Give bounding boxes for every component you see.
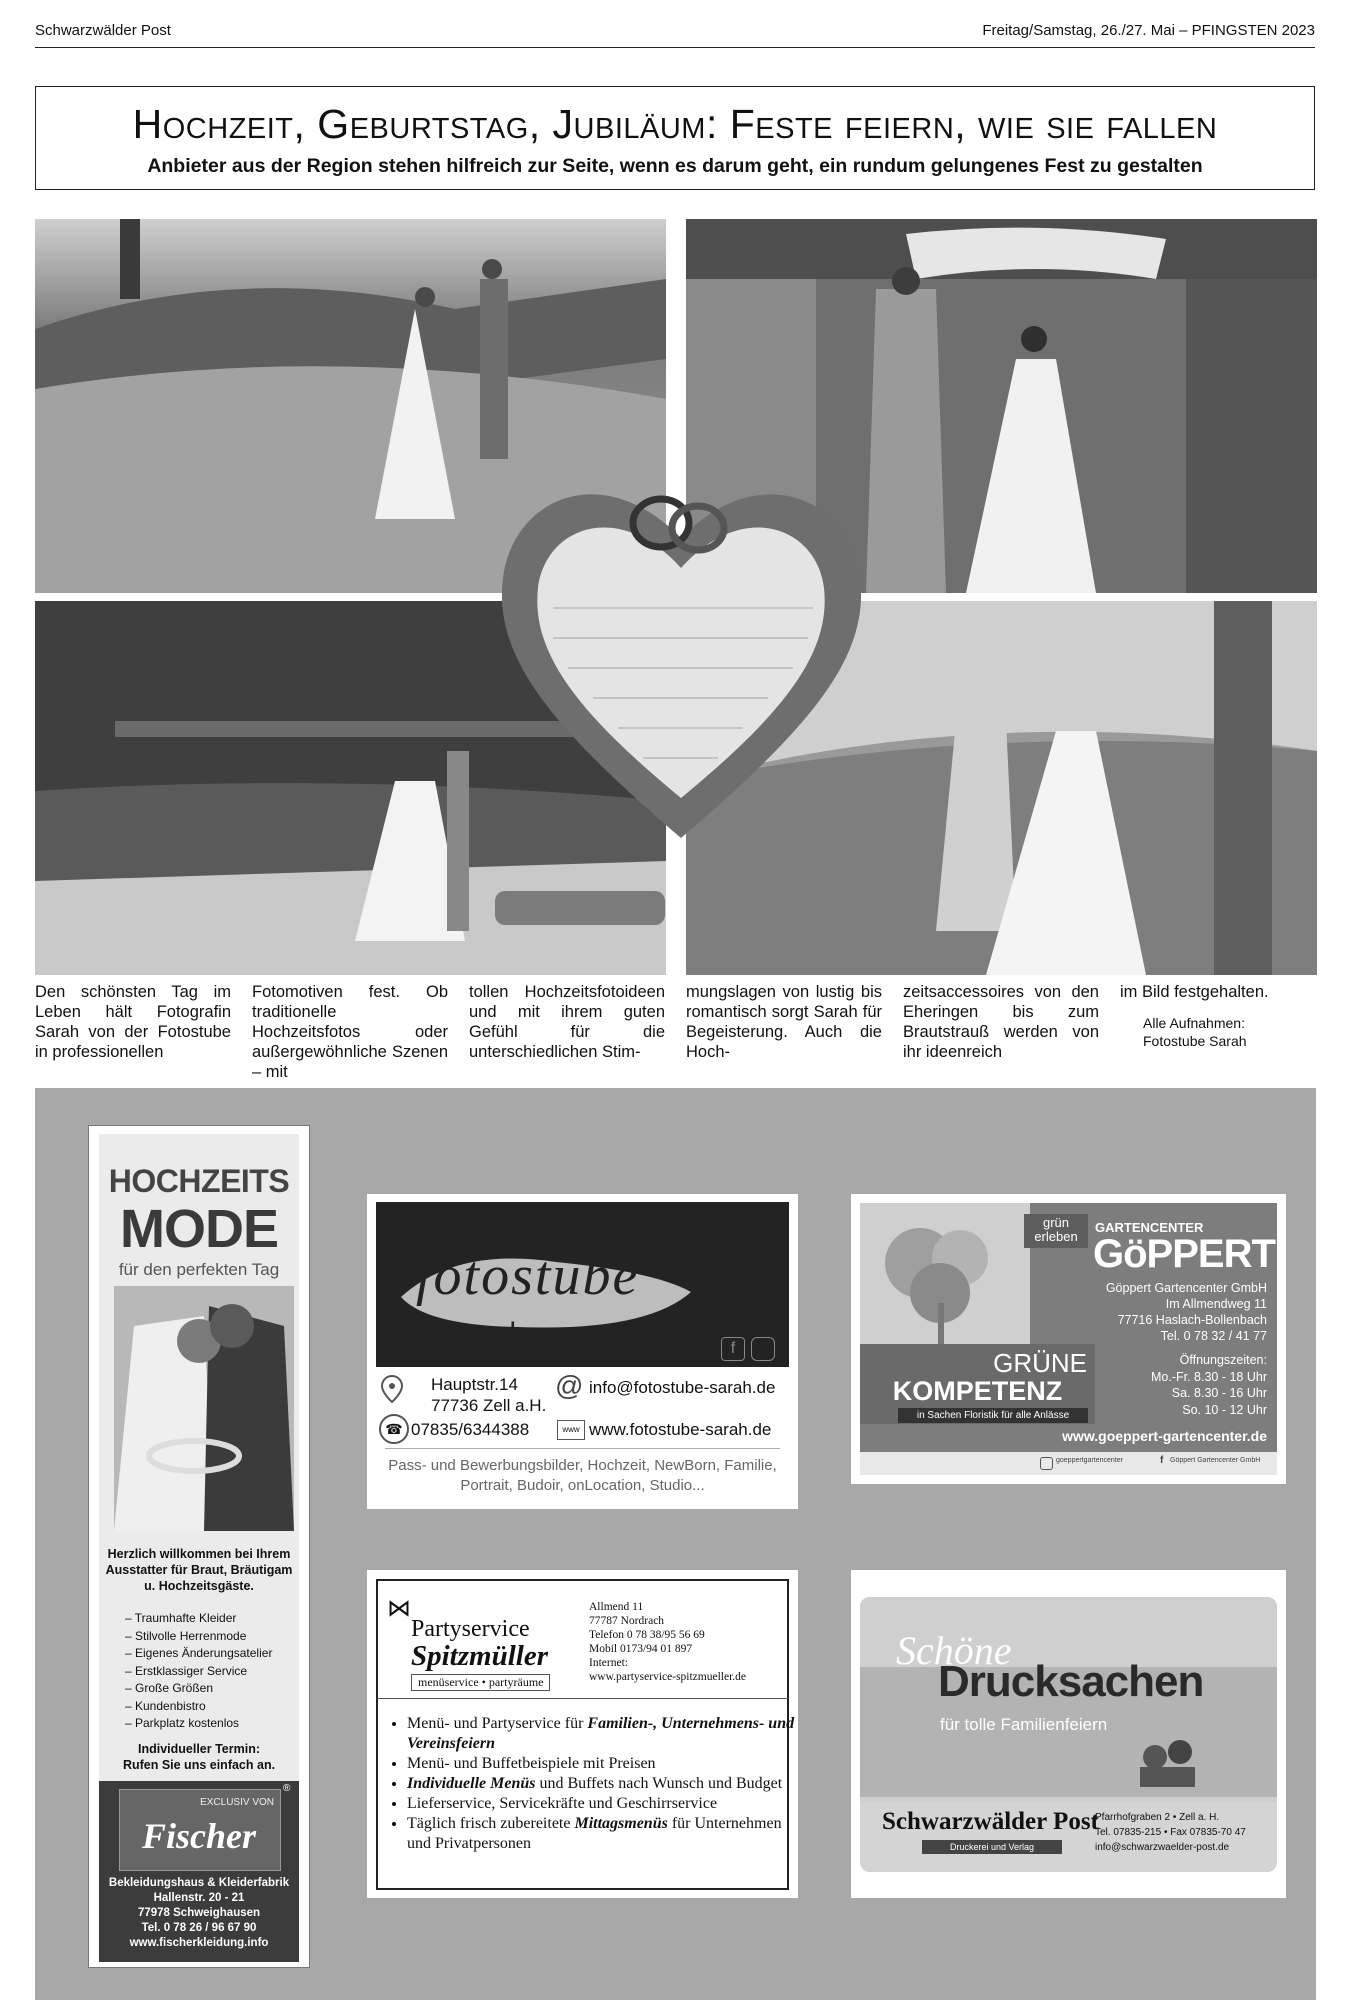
- fischer-tagline: für den perfekten Tag: [118, 1260, 280, 1279]
- fischer-phone: Tel. 0 78 26 / 96 67 90: [141, 1922, 257, 1934]
- drucksachen-email[interactable]: info@schwarzwaelder-post.de: [1095, 1842, 1230, 1853]
- goeppert-slogan2: KOMPETENZ: [892, 1376, 1063, 1406]
- badge-line2: erleben: [1034, 1229, 1078, 1244]
- spitzmueller-service-list: [373, 1714, 802, 1854]
- goeppert-hours: [1091, 1352, 1267, 1418]
- fischer-contact: [99, 1876, 299, 1951]
- drucksachen-sub: für tolle Familienfeiern: [940, 1715, 1108, 1734]
- goeppert-address: [1031, 1280, 1267, 1344]
- goeppert-web[interactable]: www.goeppert-gartencenter.de: [1062, 1428, 1267, 1444]
- fotostube-street: Hauptstr.14: [431, 1375, 518, 1394]
- goeppert-facebook: Göppert Gartencenter GmbH: [1170, 1457, 1261, 1464]
- email-at-icon: @: [555, 1370, 584, 1401]
- publication-name: Schwarzwälder Post: [35, 22, 171, 39]
- drucksachen-title: Drucksachen: [938, 1657, 1204, 1706]
- spitzmueller-service: • Lieferservice, Servicekräfte und Geschirrservice: [407, 1794, 802, 1814]
- spitzmueller-service: • Individuelle Menüs und Buffets nach Wunsch und Budget: [407, 1774, 802, 1794]
- spitzmueller-addr-line: Allmend 11: [589, 1601, 644, 1613]
- goeppert-flower-photo: [860, 1203, 1030, 1353]
- goeppert-brand: GöPPERT: [1093, 1232, 1275, 1276]
- goeppert-social-bar: [860, 1452, 1277, 1475]
- fischer-feature: – Große Größen: [125, 1681, 214, 1695]
- drucksachen-panel: [860, 1597, 1277, 1872]
- article-column-2: Fotomotiven fest. Ob traditionelle Hochzeitsfotos oder außergewöhnliche Szenen – mit: [252, 983, 448, 1081]
- fischer-title1: HOCHZEITS: [108, 1163, 290, 1199]
- fischer-feature: – Parkplatz kostenlos: [125, 1716, 240, 1730]
- schwarzwaelder-post-logo: Schwarzwälder Post: [882, 1808, 1099, 1835]
- fotostube-email[interactable]: info@fotostube-sarah.de: [589, 1378, 776, 1397]
- goeppert-hours-title: Öffnungszeiten:: [1179, 1353, 1267, 1367]
- bow-tie-icon: ⋈: [387, 1595, 411, 1622]
- www-icon: www: [557, 1420, 585, 1440]
- spitzmueller-sub: menüservice • partyräume: [411, 1674, 550, 1691]
- spitzmueller-addr-line: 77787 Nordrach: [589, 1615, 665, 1627]
- fotostube-city: 77736 Zell a.H.: [431, 1396, 547, 1415]
- spitzmueller-name1: Partyservice: [411, 1616, 530, 1642]
- fotostube-services: Pass- und Bewerbungsbilder, Hochzeit, NewBorn, Familie, Portrait, Budoir, onLocation, Studio...: [388, 1457, 777, 1494]
- fischer-feature: – Traumhafte Kleider: [125, 1611, 237, 1625]
- spitzmueller-addr-line: www.partyservice-spitzmueller.de: [589, 1671, 747, 1683]
- fischer-footer: [99, 1781, 299, 1962]
- registered-icon: ®: [283, 1783, 291, 1794]
- fotostube-logo-panel: [376, 1202, 789, 1367]
- ad-drucksachen: [851, 1570, 1286, 1898]
- goeppert-street: Im Allmendweg 11: [1165, 1297, 1267, 1311]
- spitzmueller-addr-line: Mobil 0173/94 01 897: [589, 1643, 693, 1655]
- facebook-icon[interactable]: f: [721, 1337, 745, 1361]
- fischer-city: 77978 Schweighausen: [137, 1907, 261, 1919]
- fotostube-phone: 07835/6344388: [411, 1420, 530, 1439]
- fischer-welcome: Herzlich willkommen bei Ihrem Ausstatter für Braut, Bräutigam u. Hochzeitsgäste.: [105, 1547, 293, 1593]
- photo-credit-label: Alle Aufnahmen:: [1143, 1015, 1245, 1031]
- goeppert-company: Göppert Gartencenter GmbH: [1105, 1281, 1267, 1295]
- goeppert-hours-row: Sa. 8.30 - 16 Uhr: [1171, 1386, 1267, 1400]
- fotostube-address: [431, 1374, 546, 1416]
- ad-spitzmueller: [367, 1570, 798, 1898]
- article-column-6-text: im Bild festgehalten.: [1120, 983, 1269, 1001]
- spitzmueller-name2: Spitzmüller: [411, 1640, 548, 1672]
- goeppert-city: 77716 Haslach-Bollenbach: [1117, 1313, 1267, 1327]
- article-column-5: zeitsaccessoires von den Eheringen bis zum Brautstrauß werden von ihr ideenreich: [903, 983, 1099, 1061]
- headline-subtitle: Anbieter aus der Region stehen hilfreich zur Seite, wenn es darum geht, ein rundum gelungenes Fest zu gestalten: [147, 155, 1203, 177]
- fischer-exclusive: EXCLUSIV VON: [200, 1797, 274, 1808]
- drucksachen-footer: [860, 1802, 1277, 1872]
- fischer-feature: – Eigenes Änderungsatelier: [125, 1646, 273, 1660]
- spitzmueller-addr-line: Internet:: [589, 1657, 628, 1669]
- fischer-couple-photo: [114, 1286, 294, 1531]
- phone-icon: ☎: [379, 1414, 409, 1444]
- drucksachen-brand-sub: Druckerei und Verlag: [922, 1840, 1062, 1854]
- drucksachen-script: Schöne: [896, 1628, 1012, 1673]
- article-column-4: mungslagen von lustig bis romantisch sorgt Sarah für Begeisterung. Auch die Hoch-: [686, 983, 882, 1061]
- fischer-street: Hallenstr. 20 - 21: [153, 1892, 245, 1904]
- goeppert-slogan1: GRÜNE: [993, 1348, 1087, 1378]
- goeppert-hours-row: So. 10 - 12 Uhr: [1182, 1402, 1267, 1417]
- article-column-3: tollen Hochzeitsfotoideen und mit ihrem guten Gefühl für die unterschiedlichen Stim-: [469, 983, 665, 1061]
- fotostube-divider: [385, 1448, 780, 1449]
- fischer-brand-logo: Fischer: [141, 1816, 256, 1856]
- drucksachen-addr: Pfarrhofgraben 2 • Zell a. H.: [1095, 1812, 1220, 1823]
- header-rule: [35, 47, 1315, 48]
- spitzmueller-divider: [377, 1698, 788, 1699]
- fotostube-name-logo: Sarah: [446, 1317, 527, 1350]
- photo-heart-rings: [493, 468, 870, 846]
- photo-credit: [1120, 1014, 1320, 1050]
- goeppert-phone: Tel. 0 78 32 / 41 77: [1160, 1329, 1267, 1343]
- ad-fischer: [88, 1125, 310, 1968]
- issue-date: Freitag/Samstag, 26./27. Mai – PFINGSTEN 2023: [982, 22, 1315, 39]
- article-column-6: [1120, 982, 1320, 1050]
- fischer-feature: – Erstklassiger Service: [125, 1663, 248, 1678]
- photo-credit-source: Fotostube Sarah: [1143, 1033, 1247, 1049]
- gruen-erleben-badge: [1024, 1214, 1088, 1248]
- headline-box: [35, 86, 1315, 190]
- fischer-appointment: Individueller Termin: Rufen Sie uns einfach an.: [122, 1742, 276, 1772]
- goeppert-slogan-box: [860, 1344, 1095, 1424]
- article-column-1: Den schönsten Tag im Leben hält Fotografin Sarah von der Fotostube in professionellen: [35, 983, 231, 1061]
- drucksachen-phone: Tel. 07835-215 • Fax 07835-70 47: [1095, 1827, 1246, 1838]
- badge-line1: grün: [1042, 1215, 1070, 1230]
- fischer-web: www.fischerkleidung.info: [129, 1937, 269, 1949]
- drucksachen-contact: [1095, 1810, 1246, 1855]
- facebook-icon[interactable]: f: [1160, 1455, 1164, 1466]
- spitzmueller-service: • Täglich frisch zubereitete Mittagsmenüs für Unternehmen und Privatpersonen: [407, 1814, 802, 1854]
- ad-goeppert: [851, 1194, 1286, 1484]
- fotostube-script-logo: fotostube: [416, 1245, 640, 1307]
- fischer-feature-list: [125, 1610, 295, 1733]
- instagram-icon[interactable]: [1040, 1457, 1053, 1470]
- fischer-company: Bekleidungshaus & Kleiderfabrik: [108, 1877, 290, 1889]
- fischer-feature: – Stilvolle Herrenmode: [125, 1628, 247, 1643]
- headline-title: Hochzeit, Geburtstag, Jubiläum: Feste feiern, wie sie fallen: [132, 101, 1218, 147]
- goeppert-slogan3: in Sachen Floristik für alle Anlässe: [898, 1408, 1088, 1423]
- ad-fotostube: [367, 1194, 798, 1509]
- goeppert-kicker: GARTENCENTER: [1095, 1220, 1204, 1235]
- goeppert-hours-row: Mo.-Fr. 8.30 - 18 Uhr: [1150, 1369, 1267, 1384]
- fotostube-web[interactable]: www.fotostube-sarah.de: [589, 1420, 772, 1439]
- location-pin-icon: [379, 1374, 405, 1404]
- spitzmueller-addr-line: Telefon 0 78 38/95 56 69: [589, 1629, 705, 1641]
- spitzmueller-service: • Menü- und Buffetbeispiele mit Preisen: [407, 1754, 802, 1774]
- fischer-feature: – Kundenbistro: [125, 1698, 206, 1713]
- goeppert-instagram: goeppertgartencenter: [1056, 1457, 1123, 1464]
- instagram-icon[interactable]: [751, 1337, 775, 1361]
- spitzmueller-service: • Menü- und Partyservice für Familien-, Unternehmens- und Vereinsfeiern: [407, 1714, 802, 1754]
- fischer-title2: MODE: [120, 1199, 278, 1259]
- spitzmueller-address: [589, 1600, 746, 1684]
